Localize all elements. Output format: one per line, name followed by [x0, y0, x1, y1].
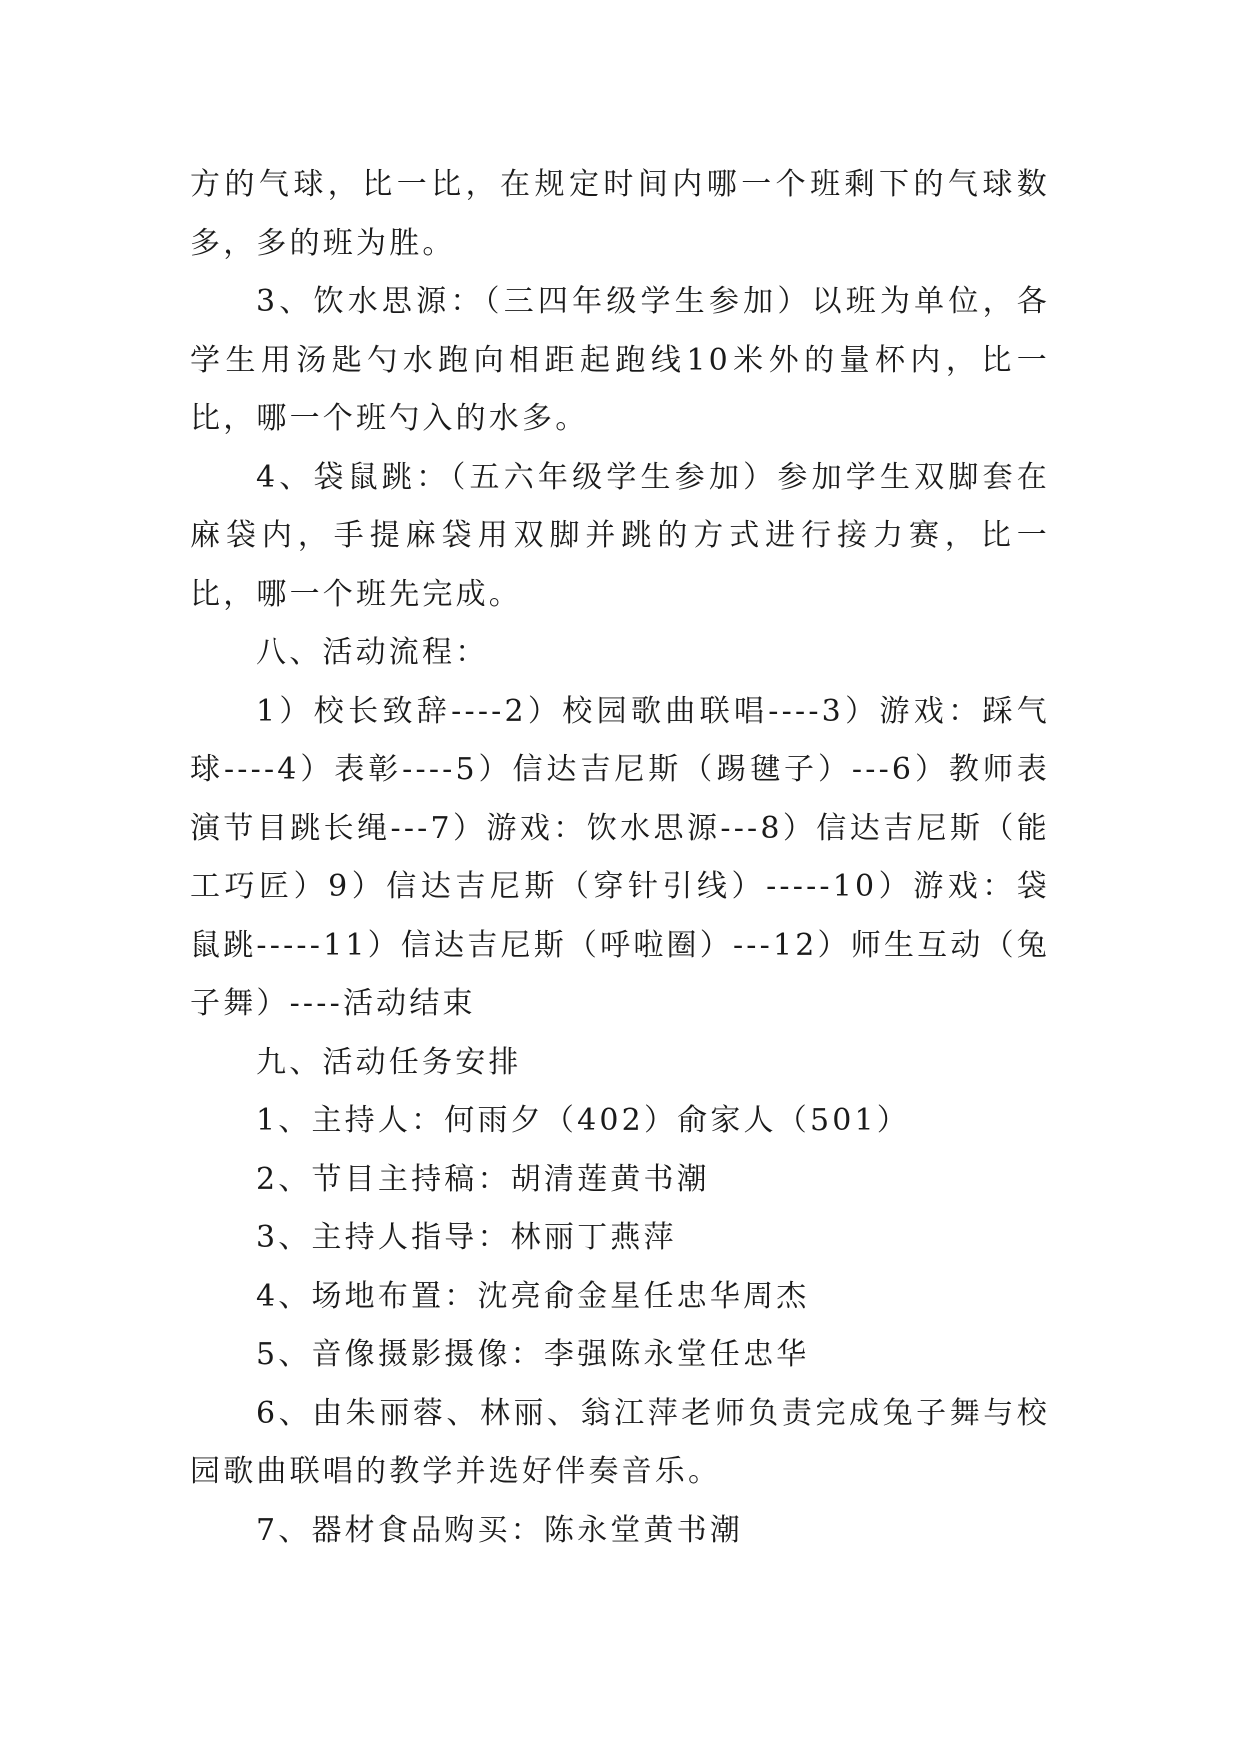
paragraph-balloon-game-end: 方的气球，比一比，在规定时间内哪一个班剩下的气球数多，多的班为胜。	[190, 167, 1050, 261]
task-item-1: 1、主持人：何雨夕（402）俞家人（501）	[256, 1103, 911, 1138]
paragraph-game-3: 3、饮水思源：（三四年级学生参加）以班为单位，各学生用汤匙勺水跑向相距起跑线10米外的量杯内，比一比，哪一个班勺入的水多。	[190, 284, 1050, 436]
task-item-6: 6、由朱丽蓉、林丽、翁江萍老师负责完成兔子舞与校园歌曲联唱的教学并选好伴奏音乐。	[190, 1395, 1050, 1489]
paragraph-game-4: 4、袋鼠跳：（五六年级学生参加）参加学生双脚套在麻袋内，手提麻袋用双脚并跳的方式进行接力赛，比一比，哪一个班先完成。	[190, 459, 1050, 612]
section-heading-9: 九、活动任务安排	[256, 1044, 522, 1080]
section-heading-8: 八、活动流程：	[256, 635, 489, 670]
task-item-5: 5、音像摄影摄像：李强陈永堂任忠华	[256, 1337, 810, 1372]
document-body	[190, 156, 1050, 1560]
task-item-3: 3、主持人指导：林丽丁燕萍	[256, 1220, 677, 1255]
task-item-2: 2、节目主持稿：胡清莲黄书潮	[256, 1161, 710, 1197]
task-item-7: 7、器材食品购买：陈永堂黄书潮	[256, 1512, 744, 1548]
paragraph-activity-flow: 1）校长致辞----2）校园歌曲联唱----3）游戏：踩气球----4）表彰----5）信达吉尼斯（踢毽子）---6）教师表演节目跳长绳---7）游戏：饮水思源---8）信达吉尼斯（能工巧匠）9）信达吉尼斯（穿针引线）-----10）游戏：袋鼠跳-----11）信达吉尼斯（呼啦圈）---12）师生互动（兔子舞）----活动结束	[190, 693, 1050, 1021]
task-item-4: 4、场地布置：沈亮俞金星任忠华周杰	[256, 1278, 810, 1314]
